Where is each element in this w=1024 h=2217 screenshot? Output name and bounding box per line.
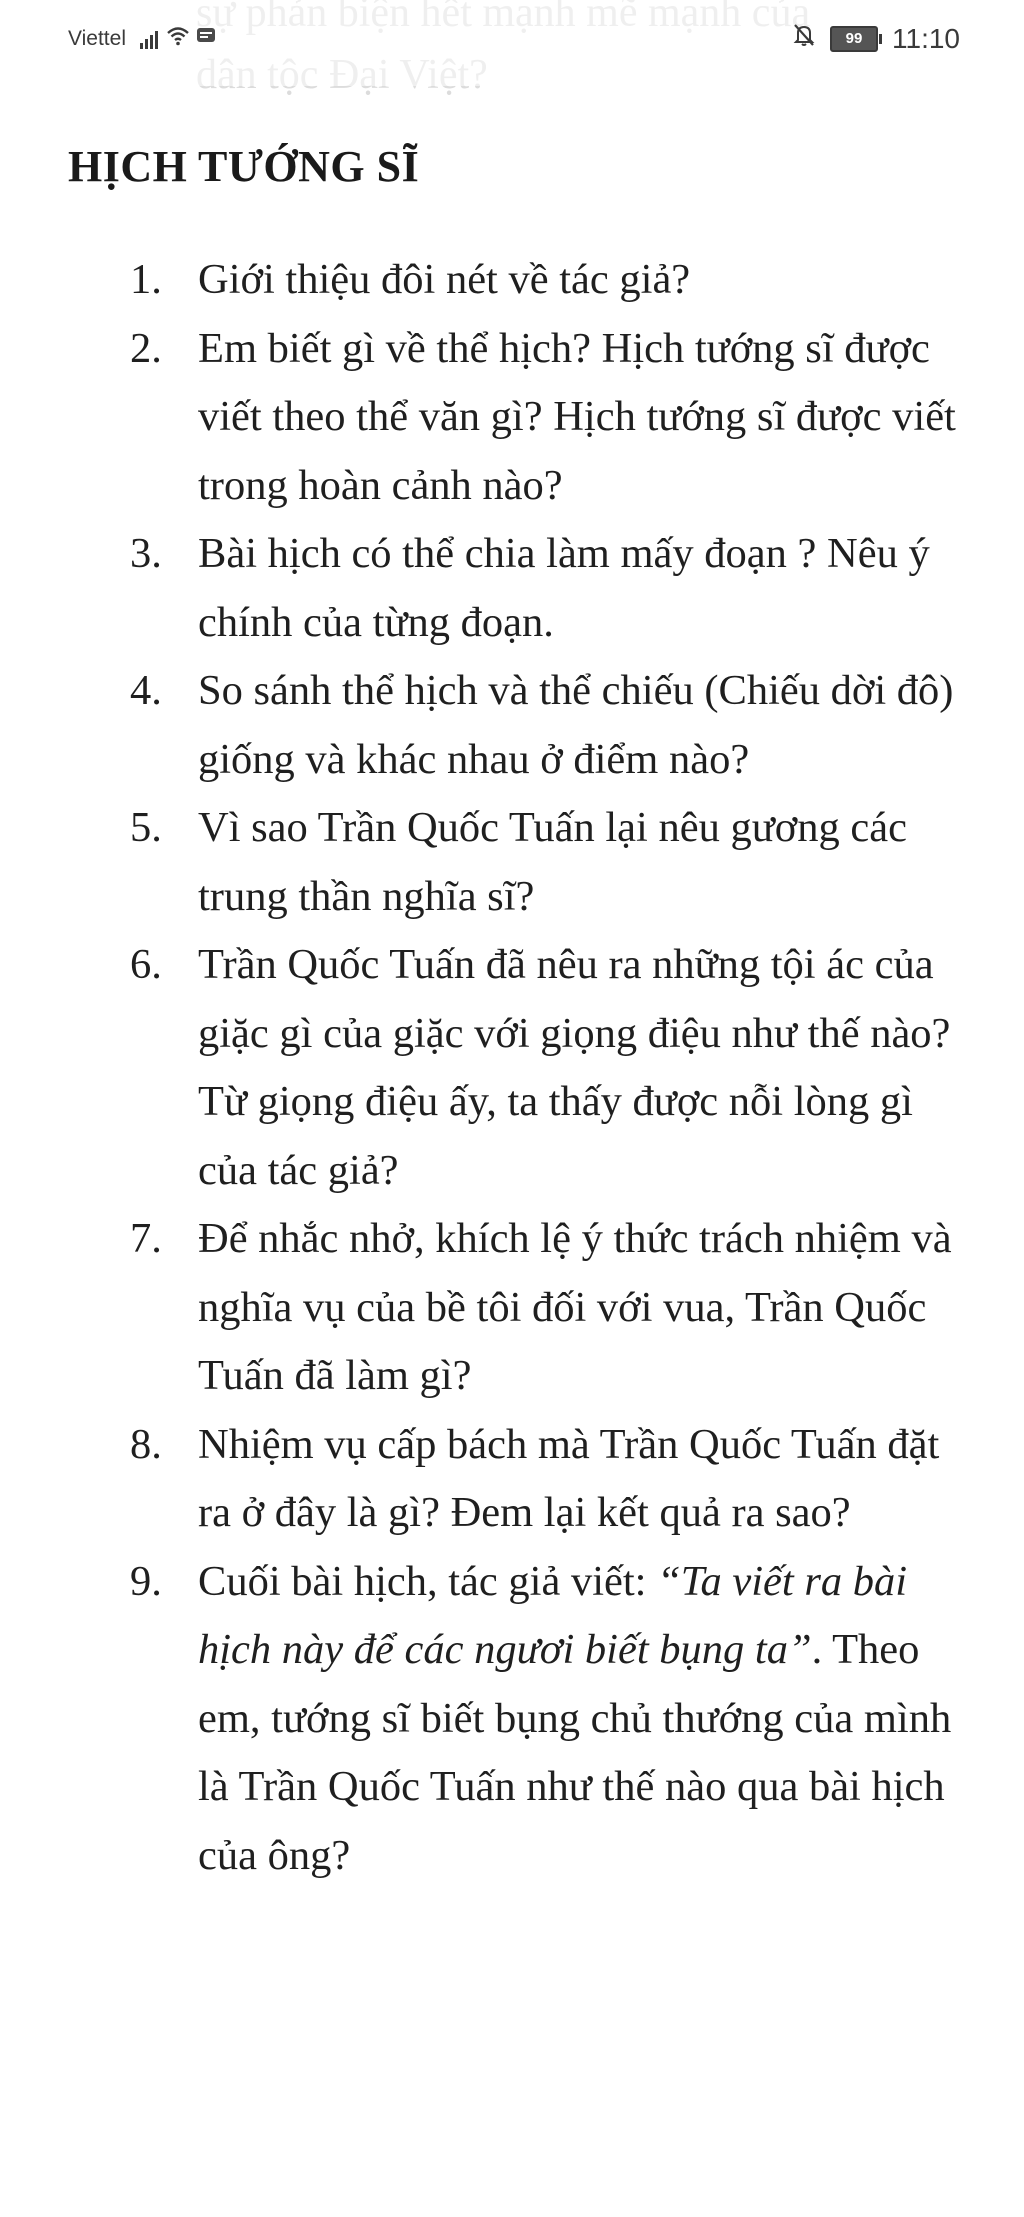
signal-icon xyxy=(140,29,160,49)
question-quote: “Ta viết ra bài hịch này để các ngươi biết bụng ta” xyxy=(198,1557,908,1673)
question-text xyxy=(198,1558,951,1879)
question-text: So sánh thể hịch và thể chiếu (Chiếu dời đô) giống và khác nhau ở điểm nào? xyxy=(198,667,954,783)
list-item xyxy=(130,520,960,657)
wifi-icon xyxy=(166,26,190,52)
question-number: 7. xyxy=(130,1215,162,1262)
list-item xyxy=(130,315,960,521)
message-notification-icon xyxy=(196,26,216,52)
question-number: 1. xyxy=(130,256,162,303)
list-item xyxy=(130,1411,960,1548)
list-item xyxy=(130,1548,960,1891)
question-text: Để nhắc nhở, khích lệ ý thức trách nhiệm và nghĩa vụ của bề tôi đối với vua, Trần Quốc Tuấn đã làm gì? xyxy=(198,1215,952,1399)
list-item xyxy=(130,657,960,794)
question-text: Trần Quốc Tuấn đã nêu ra những tội ác của giặc gì của giặc với giọng điệu như thế nào? Từ giọng điệu ấy, ta thấy được nỗi lòng gì của tác giả? xyxy=(198,941,951,1194)
carrier-name: Viettel xyxy=(68,27,126,50)
question-text-suffix: . Theo em, tướng sĩ biết bụng chủ thướng của mình là Trần Quốc Tuấn như thế nào qua bài hịch của ông? xyxy=(198,1626,952,1879)
page-title: HỊCH TƯỚNG SĨ xyxy=(68,142,420,191)
question-text: Em biết gì về thể hịch? Hịch tướng sĩ được viết theo thể văn gì? Hịch tướng sĩ được viết trong hoàn cảnh nào? xyxy=(198,324,956,509)
battery-icon xyxy=(830,26,882,52)
clock: 11:10 xyxy=(892,22,960,54)
mute-icon xyxy=(792,22,816,55)
question-text: Nhiệm vụ cấp bách mà Trần Quốc Tuấn đặt ra ở đây là gì? Đem lại kết quả ra sao? xyxy=(198,1420,940,1536)
list-item xyxy=(130,246,960,315)
list-item xyxy=(130,931,960,1205)
list-item xyxy=(130,1205,960,1411)
question-text: Vì sao Trần Quốc Tuấn lại nêu gương các trung thần nghĩa sĩ? xyxy=(198,804,907,920)
question-text-prefix: Cuối bài hịch, tác giả viết: xyxy=(198,1557,658,1605)
question-list xyxy=(130,246,960,1890)
status-bar-left xyxy=(68,26,222,52)
status-bar xyxy=(0,0,1024,86)
question-number: 8. xyxy=(130,1420,162,1468)
status-bar-right xyxy=(792,22,960,55)
question-number: 5. xyxy=(130,804,162,851)
question-number: 4. xyxy=(130,667,162,714)
question-number: 2. xyxy=(130,324,162,372)
question-number: 9. xyxy=(130,1557,162,1605)
question-text: Giới thiệu đôi nét về tác giả? xyxy=(198,256,691,303)
battery-level: 99 xyxy=(830,26,878,52)
question-number: 6. xyxy=(130,941,162,988)
question-number: 3. xyxy=(130,530,162,577)
question-text: Bài hịch có thể chia làm mấy đoạn ? Nêu ý chính của từng đoạn. xyxy=(198,530,930,646)
list-item xyxy=(130,794,960,931)
